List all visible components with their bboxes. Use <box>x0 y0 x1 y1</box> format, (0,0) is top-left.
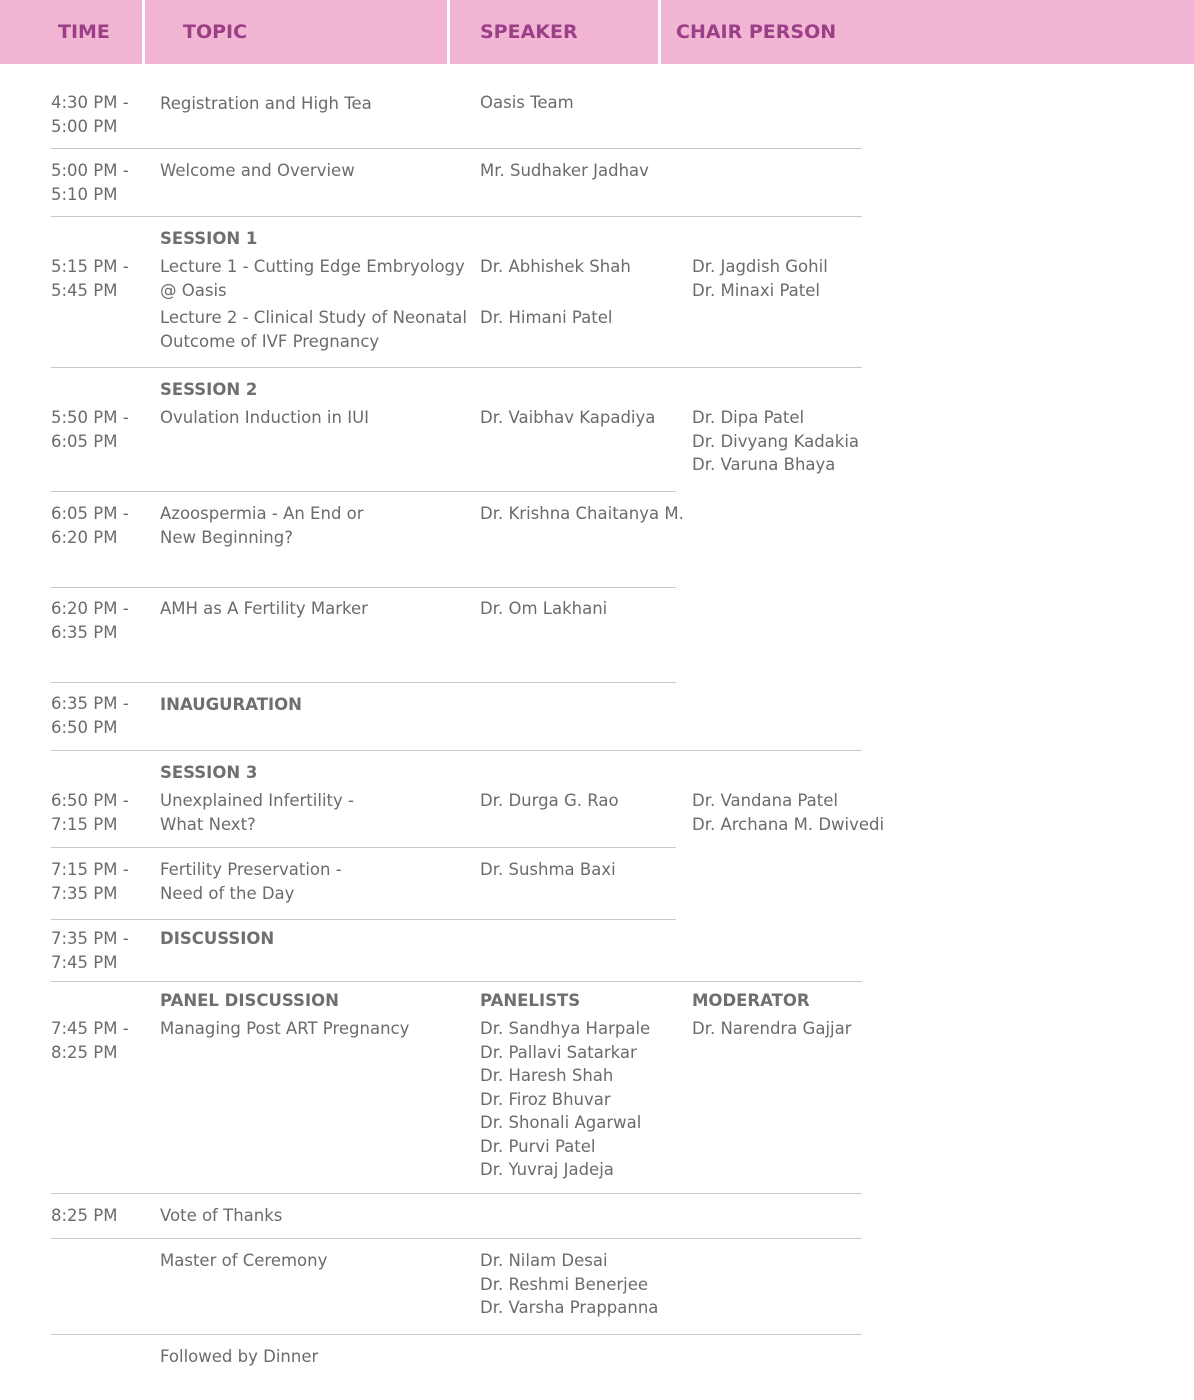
topic-line: Fertility Preservation - <box>160 860 342 879</box>
speaker-cell: Oasis Team <box>480 93 574 112</box>
time-start: 5:50 PM - <box>51 408 129 427</box>
moderator-cell: Dr. Narendra Gajjar <box>692 1019 852 1038</box>
time-cell <box>51 927 129 974</box>
time-start: 6:35 PM - <box>51 694 129 713</box>
moderator-heading: MODERATOR <box>692 991 810 1010</box>
row-divider <box>51 682 676 683</box>
chair-cell <box>692 255 828 302</box>
topic-cell: INAUGURATION <box>160 695 302 714</box>
time-start: 5:15 PM - <box>51 257 129 276</box>
row-divider <box>51 216 862 217</box>
speaker-cell: Dr. Vaibhav Kapadiya <box>480 408 656 427</box>
time-start: 7:35 PM - <box>51 929 129 948</box>
time-start: 4:30 PM - <box>51 93 129 112</box>
row-divider <box>51 750 862 751</box>
topic-line: New Beginning? <box>160 527 293 547</box>
row-divider <box>51 1334 862 1335</box>
panelist-name: Dr. Firoz Bhuvar <box>480 1089 611 1109</box>
chair-name: Dr. Dipa Patel <box>692 408 805 427</box>
topic-cell <box>160 502 364 549</box>
time-cell <box>51 858 129 905</box>
topic-cell: Registration and High Tea <box>160 94 372 113</box>
topic-line: Outcome of IVF Pregnancy <box>160 331 380 351</box>
panelist-name: Dr. Shonali Agarwal <box>480 1113 642 1132</box>
panelist-name: Dr. Haresh Shah <box>480 1066 614 1085</box>
time-end: 5:45 PM <box>51 280 118 300</box>
row-divider <box>51 148 862 149</box>
time-cell <box>51 91 129 138</box>
topic-cell: Managing Post ART Pregnancy <box>160 1019 410 1038</box>
panelist-name: Dr. Sandhya Harpale <box>480 1019 651 1038</box>
speaker-cell: Mr. Sudhaker Jadhav <box>480 161 649 180</box>
header-speaker: SPEAKER <box>450 0 658 64</box>
lecture-1-topic <box>160 255 465 302</box>
header-chair-person: CHAIR PERSON <box>661 0 1194 64</box>
lecture-2-topic <box>160 306 467 353</box>
time-end: 5:00 PM <box>51 116 118 136</box>
panelist-name: Dr. Yuvraj Jadeja <box>480 1160 614 1179</box>
header-time: TIME <box>0 0 142 64</box>
time-start: 6:05 PM - <box>51 504 129 523</box>
time-end: 6:20 PM <box>51 527 118 547</box>
speaker-name: Dr. Reshmi Benerjee <box>480 1274 649 1294</box>
topic-cell: Followed by Dinner <box>160 1347 319 1366</box>
topic-cell <box>160 789 354 836</box>
topic-line: What Next? <box>160 814 256 834</box>
time-cell <box>51 692 129 739</box>
time-end: 8:25 PM <box>51 1042 118 1062</box>
row-divider <box>51 1193 862 1194</box>
chair-name: Dr. Minaxi Patel <box>692 280 820 300</box>
topic-cell: Master of Ceremony <box>160 1251 328 1270</box>
speaker-cell <box>480 1249 658 1320</box>
time-end: 5:10 PM <box>51 184 118 204</box>
speaker-cell: Dr. Sushma Baxi <box>480 860 616 879</box>
chair-name: Dr. Vandana Patel <box>692 791 838 810</box>
time-start: 6:50 PM - <box>51 791 129 810</box>
row-divider <box>51 919 676 920</box>
chair-cell <box>692 789 884 836</box>
header-topic: TOPIC <box>145 0 447 64</box>
session-heading: SESSION 1 <box>160 229 258 248</box>
chair-name: Dr. Divyang Kadakia <box>692 431 860 451</box>
topic-line: Need of the Day <box>160 883 295 903</box>
row-divider <box>51 367 862 368</box>
time-end: 6:50 PM <box>51 717 118 737</box>
time-cell <box>51 789 129 836</box>
topic-line: Azoospermia - An End or <box>160 504 364 523</box>
time-start: 5:00 PM - <box>51 161 129 180</box>
time-start: 7:15 PM - <box>51 860 129 879</box>
chair-name: Dr. Jagdish Gohil <box>692 257 828 276</box>
panel-heading: PANEL DISCUSSION <box>160 991 339 1010</box>
panelists-heading: PANELISTS <box>480 991 581 1010</box>
panelists-list <box>480 1017 650 1182</box>
topic-cell <box>160 858 342 905</box>
time-cell: 8:25 PM <box>51 1206 118 1225</box>
speaker-name: Dr. Varsha Prappanna <box>480 1298 659 1317</box>
time-end: 7:35 PM <box>51 883 118 903</box>
topic-line: @ Oasis <box>160 280 227 300</box>
topic-line: Unexplained Infertility - <box>160 791 354 810</box>
time-cell <box>51 1017 129 1064</box>
topic-cell: Vote of Thanks <box>160 1206 283 1225</box>
topic-cell: DISCUSSION <box>160 929 275 948</box>
time-end: 7:15 PM <box>51 814 118 834</box>
time-cell <box>51 406 129 453</box>
row-divider <box>51 491 676 492</box>
time-start: 7:45 PM - <box>51 1019 129 1038</box>
panelist-name: Dr. Purvi Patel <box>480 1136 596 1156</box>
topic-line: Lecture 1 - Cutting Edge Embryology <box>160 257 465 276</box>
session-heading: SESSION 2 <box>160 380 258 399</box>
chair-name: Dr. Varuna Bhaya <box>692 455 836 474</box>
time-end: 6:35 PM <box>51 622 118 642</box>
row-divider <box>51 587 676 588</box>
lecture-2-speaker: Dr. Himani Patel <box>480 308 613 327</box>
row-divider <box>51 1238 862 1239</box>
time-cell <box>51 159 129 206</box>
chair-name: Dr. Archana M. Dwivedi <box>692 814 885 834</box>
time-cell <box>51 597 129 644</box>
speaker-cell: Dr. Om Lakhani <box>480 599 608 618</box>
chair-cell <box>692 406 859 477</box>
panelist-name: Dr. Pallavi Satarkar <box>480 1042 637 1062</box>
speaker-cell: Dr. Durga G. Rao <box>480 791 619 810</box>
topic-cell: Ovulation Induction in IUI <box>160 408 370 427</box>
session-heading: SESSION 3 <box>160 763 258 782</box>
time-end: 7:45 PM <box>51 952 118 972</box>
time-start: 6:20 PM - <box>51 599 129 618</box>
lecture-1-speaker: Dr. Abhishek Shah <box>480 257 631 276</box>
topic-cell: AMH as A Fertility Marker <box>160 599 368 618</box>
time-cell <box>51 255 129 302</box>
row-divider <box>51 847 676 848</box>
speaker-cell: Dr. Krishna Chaitanya M. <box>480 504 684 523</box>
row-divider <box>51 981 862 982</box>
topic-line: Lecture 2 - Clinical Study of Neonatal <box>160 308 467 327</box>
time-cell <box>51 502 129 549</box>
topic-cell: Welcome and Overview <box>160 161 355 180</box>
table-header <box>0 0 1194 64</box>
speaker-name: Dr. Nilam Desai <box>480 1251 608 1270</box>
time-end: 6:05 PM <box>51 431 118 451</box>
